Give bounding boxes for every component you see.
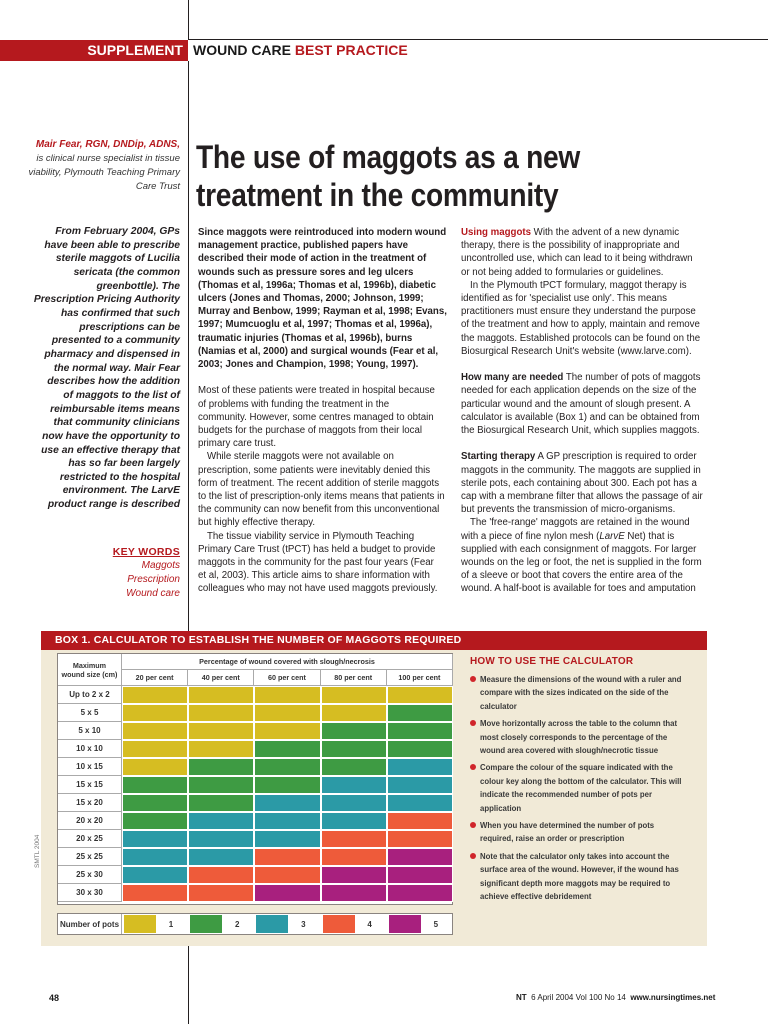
row-label: 20 x 25 bbox=[58, 830, 122, 848]
grid-cell bbox=[122, 866, 188, 884]
vertical-rule-top bbox=[188, 0, 189, 40]
grid-cell bbox=[122, 812, 188, 830]
page-number: 48 bbox=[49, 993, 60, 1003]
row-label: 25 x 30 bbox=[58, 866, 122, 884]
grid-cell bbox=[387, 740, 453, 758]
vertical-rule-mid bbox=[188, 61, 189, 631]
body-column-1 bbox=[198, 226, 448, 596]
body-line: uncontrolled use, which can lead to it being withdrawn bbox=[461, 253, 693, 265]
pot-swatch bbox=[256, 915, 288, 933]
row-label: 5 x 5 bbox=[58, 704, 122, 722]
howto-item bbox=[468, 673, 703, 713]
body-line: cap with a membrane filter that allows the passage of air bbox=[461, 491, 703, 503]
body-line: supplied with each consignment of maggots. For larger bbox=[461, 543, 697, 555]
grid-cell bbox=[321, 686, 387, 704]
body-line: but prevents the transmission of micro-organisms. bbox=[461, 504, 676, 516]
grid-cell bbox=[321, 704, 387, 722]
grid-cell bbox=[321, 776, 387, 794]
body-line: While sterile maggots were not available on bbox=[207, 451, 394, 463]
bullet-icon bbox=[470, 853, 476, 859]
intro-line: management practice, published papers have bbox=[198, 240, 408, 252]
grid-cell bbox=[254, 866, 320, 884]
pot-swatch bbox=[323, 915, 355, 933]
subhead-line: How many are needed The number of pots of maggots bbox=[461, 372, 701, 384]
body-line: The 'free-range' maggots are retained in the wound bbox=[470, 517, 690, 529]
grid-cell bbox=[122, 794, 188, 812]
standfirst-line: has confirmed that such bbox=[60, 307, 180, 319]
pot-number: 4 bbox=[367, 919, 372, 929]
howto-item bbox=[468, 850, 703, 904]
row-label: 15 x 15 bbox=[58, 776, 122, 794]
body-line: of a sleeve or boot that covers the entire area of the bbox=[461, 570, 683, 582]
grid-cell bbox=[321, 794, 387, 812]
body-line: wounds on the leg or foot, the net is supplied in the form bbox=[461, 557, 702, 569]
author-name: Mair Fear, RGN, DNDip, ADNS, bbox=[35, 139, 180, 150]
standfirst-line: sericata (the common bbox=[73, 266, 180, 278]
bullet-icon bbox=[470, 720, 476, 726]
howto-line: achieve effective debridement bbox=[480, 892, 592, 902]
howto-item bbox=[468, 761, 703, 815]
grid-cell bbox=[321, 722, 387, 740]
title-line-2: treatment in the community bbox=[196, 177, 559, 213]
column-header: 100 per cent bbox=[387, 670, 453, 686]
intro-line: wounds such as pressure sores and leg ulcers bbox=[198, 266, 414, 278]
footer-date: 6 April 2004 Vol 100 No 14 bbox=[531, 993, 626, 1002]
grid-cell bbox=[122, 722, 188, 740]
grid-cell bbox=[254, 686, 320, 704]
grid-cell bbox=[188, 722, 254, 740]
standfirst-line: Prescription Pricing Authority bbox=[33, 294, 180, 306]
body-line: therapy, there is the possibility of inappropriate and bbox=[461, 240, 680, 252]
author-desc-3: Care Trust bbox=[135, 181, 180, 192]
intro-line: traumatic injuries (Thomas et al, 1996b), burns bbox=[198, 332, 413, 344]
row-label: 15 x 20 bbox=[58, 794, 122, 812]
standfirst-line: From February 2004, GPs bbox=[55, 226, 180, 237]
grid-cell bbox=[387, 830, 453, 848]
grid-cell bbox=[387, 776, 453, 794]
author-desc-2: viability, Plymouth Teaching Primary bbox=[28, 167, 180, 178]
grid-cell bbox=[188, 686, 254, 704]
pot-swatch bbox=[389, 915, 421, 933]
grid-cell bbox=[321, 830, 387, 848]
title-line-1: The use of maggots as a new bbox=[196, 139, 581, 175]
grid-cell bbox=[122, 704, 188, 722]
pot-number: 3 bbox=[301, 919, 306, 929]
paragraph-gap bbox=[198, 371, 448, 384]
grid-cell bbox=[122, 848, 188, 866]
row-label: 20 x 20 bbox=[58, 812, 122, 830]
body-line: et al, 2003). This article aims to share information with bbox=[198, 570, 430, 582]
bullet-icon bbox=[470, 676, 476, 682]
body-line: Primary Care Trust (tPCT) has held a budget to provide bbox=[198, 543, 436, 555]
grid-cell bbox=[122, 686, 188, 704]
subhead: How many are needed bbox=[461, 372, 564, 384]
paragraph-gap bbox=[461, 437, 711, 450]
howto-item bbox=[468, 717, 703, 757]
subhead-line: Using maggots With the advent of a new dynamic bbox=[461, 227, 680, 238]
section-name: WOUND CARE bbox=[193, 42, 291, 58]
standfirst-line: pharmacy and dispensed in bbox=[44, 348, 180, 360]
standfirst-line: product range is described bbox=[47, 499, 180, 511]
grid-cell bbox=[254, 758, 320, 776]
bullet-icon bbox=[470, 822, 476, 828]
howto-line: Note that the calculator only takes into account the bbox=[480, 851, 670, 861]
box-title: BOX 1. CALCULATOR TO ESTABLISH THE NUMBER OF MAGGOTS REQUIRED bbox=[41, 631, 707, 650]
grid-cell bbox=[188, 830, 254, 848]
size-header-line: Maximum bbox=[72, 660, 107, 670]
column-header: 40 per cent bbox=[188, 670, 254, 686]
grid-cell bbox=[387, 704, 453, 722]
body-line: maggots in the community. The maggots are supplied in bbox=[461, 464, 701, 476]
grid-cell bbox=[254, 704, 320, 722]
subhead-line: Starting therapy A GP prescription is required to order bbox=[461, 451, 697, 463]
body-line: budgets for the purchase of maggots from their local bbox=[198, 425, 423, 437]
body-line: sterile pots, each containing about 300. Each pot has a bbox=[461, 477, 697, 489]
grid-cell bbox=[188, 794, 254, 812]
howto-title: HOW TO USE THE CALCULATOR bbox=[470, 656, 634, 667]
grid-cell bbox=[321, 740, 387, 758]
howto-line: required, raise an order or prescription bbox=[480, 834, 625, 844]
intro-line: 2003; Jones and Champion, 1998; Young, 1997). bbox=[198, 359, 419, 371]
body-line: or not being added to formularies or guidelines. bbox=[461, 266, 664, 278]
standfirst-line: that community clinicians bbox=[53, 417, 180, 429]
body-line: calculator is available (Box 1) and can be obtained from bbox=[461, 411, 700, 423]
standfirst-line: of maggots to the list of bbox=[63, 389, 180, 401]
body-line: prescription, some patients were inevitably denied this bbox=[198, 464, 431, 476]
standfirst-line: have been able to prescribe bbox=[44, 239, 180, 251]
percentage-header: Percentage of wound covered with slough/necrosis bbox=[122, 654, 453, 670]
row-label: 10 x 10 bbox=[58, 740, 122, 758]
pot-swatch bbox=[124, 915, 156, 933]
howto-line: compare with the sizes indicated on the side of the bbox=[480, 688, 669, 698]
article-title bbox=[196, 138, 654, 214]
body-line: particular wound and the amount of slough present. A bbox=[461, 398, 691, 410]
subhead: Using maggots bbox=[461, 227, 531, 238]
standfirst-line: use an effective therapy that bbox=[41, 444, 180, 456]
standfirst-line: has so far been largely bbox=[68, 458, 180, 470]
body-line: community. However, some centres managed to obtain bbox=[198, 411, 434, 423]
standfirst-line: presented to a community bbox=[51, 335, 180, 347]
grid-cell bbox=[254, 740, 320, 758]
intro-line: (Thomas et al, 1996a; Thomas et al, 1996b), diabetic bbox=[198, 279, 436, 291]
author-block bbox=[20, 138, 180, 194]
bullet-icon bbox=[470, 764, 476, 770]
grid-cell bbox=[122, 776, 188, 794]
grid-cell bbox=[188, 758, 254, 776]
grid-cell bbox=[188, 866, 254, 884]
keywords-title: KEY WORDS bbox=[112, 546, 180, 558]
vertical-rule-bottom bbox=[188, 946, 189, 1024]
body-line: primary care trust. bbox=[198, 438, 277, 450]
grid-cell bbox=[387, 884, 453, 902]
section-accent: BEST PRACTICE bbox=[294, 42, 408, 58]
howto-line: Measure the dimensions of the wound with a ruler and bbox=[480, 675, 682, 684]
body-line: colleagues who may not have used maggots previously. bbox=[198, 583, 438, 595]
howto-line: colour key along the bottom of the calculator. This will bbox=[480, 776, 682, 786]
grid-cell bbox=[254, 884, 320, 902]
body-line: but highly effective therapy. bbox=[198, 517, 316, 529]
howto-line: application bbox=[480, 803, 522, 813]
body-line: identified as for 'specialist use only'. This means bbox=[461, 293, 667, 305]
body-line: to the list of prescription-only items means that patients in bbox=[198, 491, 445, 503]
grid-cell bbox=[387, 686, 453, 704]
howto-line: When you have determined the number of pots bbox=[480, 821, 655, 830]
body-line: needed for each application depends on the size of the bbox=[461, 385, 697, 397]
howto-line: surface area of the wound. However, if the wound has bbox=[480, 865, 679, 875]
footer-journal: NT bbox=[516, 993, 527, 1002]
howto-line: wound area covered with slough/necrotic tissue bbox=[480, 746, 659, 755]
grid-cell bbox=[321, 758, 387, 776]
howto-line: calculator bbox=[480, 701, 517, 711]
body-line: the maggots. Established protocols can be found on the bbox=[461, 332, 701, 344]
product-name: LarvE bbox=[599, 530, 625, 542]
subhead: Starting therapy bbox=[461, 451, 536, 463]
standfirst-line: reimbursable items means bbox=[50, 403, 180, 415]
body-line: of the treatment and how to apply, maintain and remove bbox=[461, 319, 700, 331]
standfirst-line: environment. The LarvE bbox=[62, 485, 180, 497]
grid-cell bbox=[122, 830, 188, 848]
howto-item bbox=[468, 819, 703, 846]
grid-cell bbox=[387, 722, 453, 740]
grid-cell bbox=[188, 884, 254, 902]
grid-cell bbox=[387, 758, 453, 776]
grid-cell bbox=[122, 740, 188, 758]
grid-cell bbox=[188, 812, 254, 830]
body-line: maggots in the community for the past four years (Fear bbox=[198, 557, 434, 569]
standfirst-line: the normal way. Mair Fear bbox=[53, 362, 180, 374]
pot-number: 5 bbox=[433, 919, 439, 929]
grid-cell bbox=[254, 812, 320, 830]
row-label: Up to 2 x 2 bbox=[58, 686, 122, 704]
row-label: 10 x 15 bbox=[58, 758, 122, 776]
column-header: 80 per cent bbox=[321, 670, 387, 686]
intro-line: (Namias et al, 2000) and surgical wounds (Fear et al, bbox=[198, 345, 439, 357]
intro-line: described their mode of action in the treatment of bbox=[198, 253, 427, 265]
grid-cell bbox=[254, 848, 320, 866]
intro-line: 1997; Mumcuoglu et al, 1997; Thomas et al, 1996a), bbox=[198, 319, 433, 331]
grid-cell bbox=[321, 866, 387, 884]
grid-cell bbox=[321, 812, 387, 830]
body-line: The tissue viability service in Plymouth Teaching bbox=[207, 530, 415, 542]
body-line: with a piece of fine nylon mesh (LarvE Net) that is bbox=[461, 530, 675, 542]
standfirst-line: greenbottle). The bbox=[96, 280, 180, 292]
intro-line: ulcers (Jones and Thomas, 2000; Johnson, 1999; bbox=[198, 293, 424, 305]
grid-cell bbox=[188, 848, 254, 866]
body-line: In the Plymouth tPCT formulary, maggot therapy is bbox=[470, 279, 687, 291]
body-column-2 bbox=[461, 226, 711, 596]
body-line: wound. A half-boot is available for toes and amputation bbox=[461, 583, 696, 595]
grid-cell bbox=[254, 722, 320, 740]
pot-swatch bbox=[190, 915, 222, 933]
grid-cell bbox=[122, 758, 188, 776]
section-title bbox=[193, 40, 408, 61]
pots-key-label: Number of pots bbox=[58, 914, 122, 934]
column-header: 60 per cent bbox=[254, 670, 320, 686]
body-line: form of treatment. The recent addition of sterile maggots bbox=[198, 477, 440, 489]
row-label: 30 x 30 bbox=[58, 884, 122, 902]
body-line: the Biosurgical Research Unit, which supplies maggots. bbox=[461, 425, 700, 437]
row-label: 25 x 25 bbox=[58, 848, 122, 866]
grid-cell bbox=[387, 866, 453, 884]
howto-line: significant depth more maggots may be required to bbox=[480, 878, 671, 888]
footer-url: www.nursingtimes.net bbox=[630, 993, 716, 1002]
howto-line: most closely corresponds to the percentage of the bbox=[480, 732, 668, 742]
keyword-item: Maggots bbox=[141, 560, 180, 571]
body-line: of problems with funding the treatment in the bbox=[198, 398, 390, 410]
pot-number: 2 bbox=[234, 919, 240, 929]
standfirst-line: sterile maggots of Lucilia bbox=[55, 253, 180, 265]
row-label: 5 x 10 bbox=[58, 722, 122, 740]
column-header: 20 per cent bbox=[122, 670, 188, 686]
footer-credit bbox=[516, 993, 715, 1002]
keyword-item: Prescription bbox=[127, 574, 180, 585]
body-line: practitioners must ensure they understand the purpose bbox=[461, 306, 696, 318]
grid-cell bbox=[188, 740, 254, 758]
intro-line: Murray and Benbow, 1999; Rayman et al, 1998; Evans, bbox=[198, 306, 447, 318]
paragraph-gap bbox=[461, 358, 711, 371]
credit-label: SMTL 2004 bbox=[34, 834, 41, 868]
standfirst-line: restricted to the hospital bbox=[59, 471, 180, 483]
body-line: Most of these patients were treated in hospital because bbox=[198, 385, 435, 397]
size-column-header bbox=[58, 654, 122, 686]
standfirst bbox=[20, 225, 180, 512]
grid-cell bbox=[321, 884, 387, 902]
grid-cell bbox=[387, 812, 453, 830]
standfirst-line: describes how the addition bbox=[47, 376, 180, 388]
pot-number: 1 bbox=[168, 919, 174, 929]
standfirst-line: prescriptions can be bbox=[79, 321, 180, 333]
howto-line: Compare the colour of the square indicated with the bbox=[480, 763, 673, 773]
grid-cell bbox=[387, 794, 453, 812]
grid-cell bbox=[188, 704, 254, 722]
grid-cell bbox=[254, 776, 320, 794]
grid-cell bbox=[188, 776, 254, 794]
supplement-label: SUPPLEMENT bbox=[87, 42, 183, 58]
intro-line: Since maggots were reintroduced into modern wound bbox=[198, 227, 447, 238]
standfirst-line: now have the opportunity to bbox=[42, 430, 180, 442]
howto-line: indicate the recommended number of pots per bbox=[480, 790, 652, 800]
keyword-item: Wound care bbox=[126, 588, 180, 599]
body-line: Biosurgical Research Unit's website (www.larve.com). bbox=[461, 345, 692, 357]
grid-cell bbox=[122, 884, 188, 902]
grid-cell bbox=[254, 830, 320, 848]
author-desc-1: is clinical nurse specialist in tissue bbox=[36, 153, 180, 164]
size-header-line: wound size (cm) bbox=[61, 669, 118, 679]
body-line: the community can now benefit from this unconventional bbox=[198, 504, 440, 516]
grid-cell bbox=[321, 848, 387, 866]
grid-cell bbox=[387, 848, 453, 866]
howto-line: Move horizontally across the table to the column that bbox=[480, 719, 678, 729]
grid-cell bbox=[254, 794, 320, 812]
